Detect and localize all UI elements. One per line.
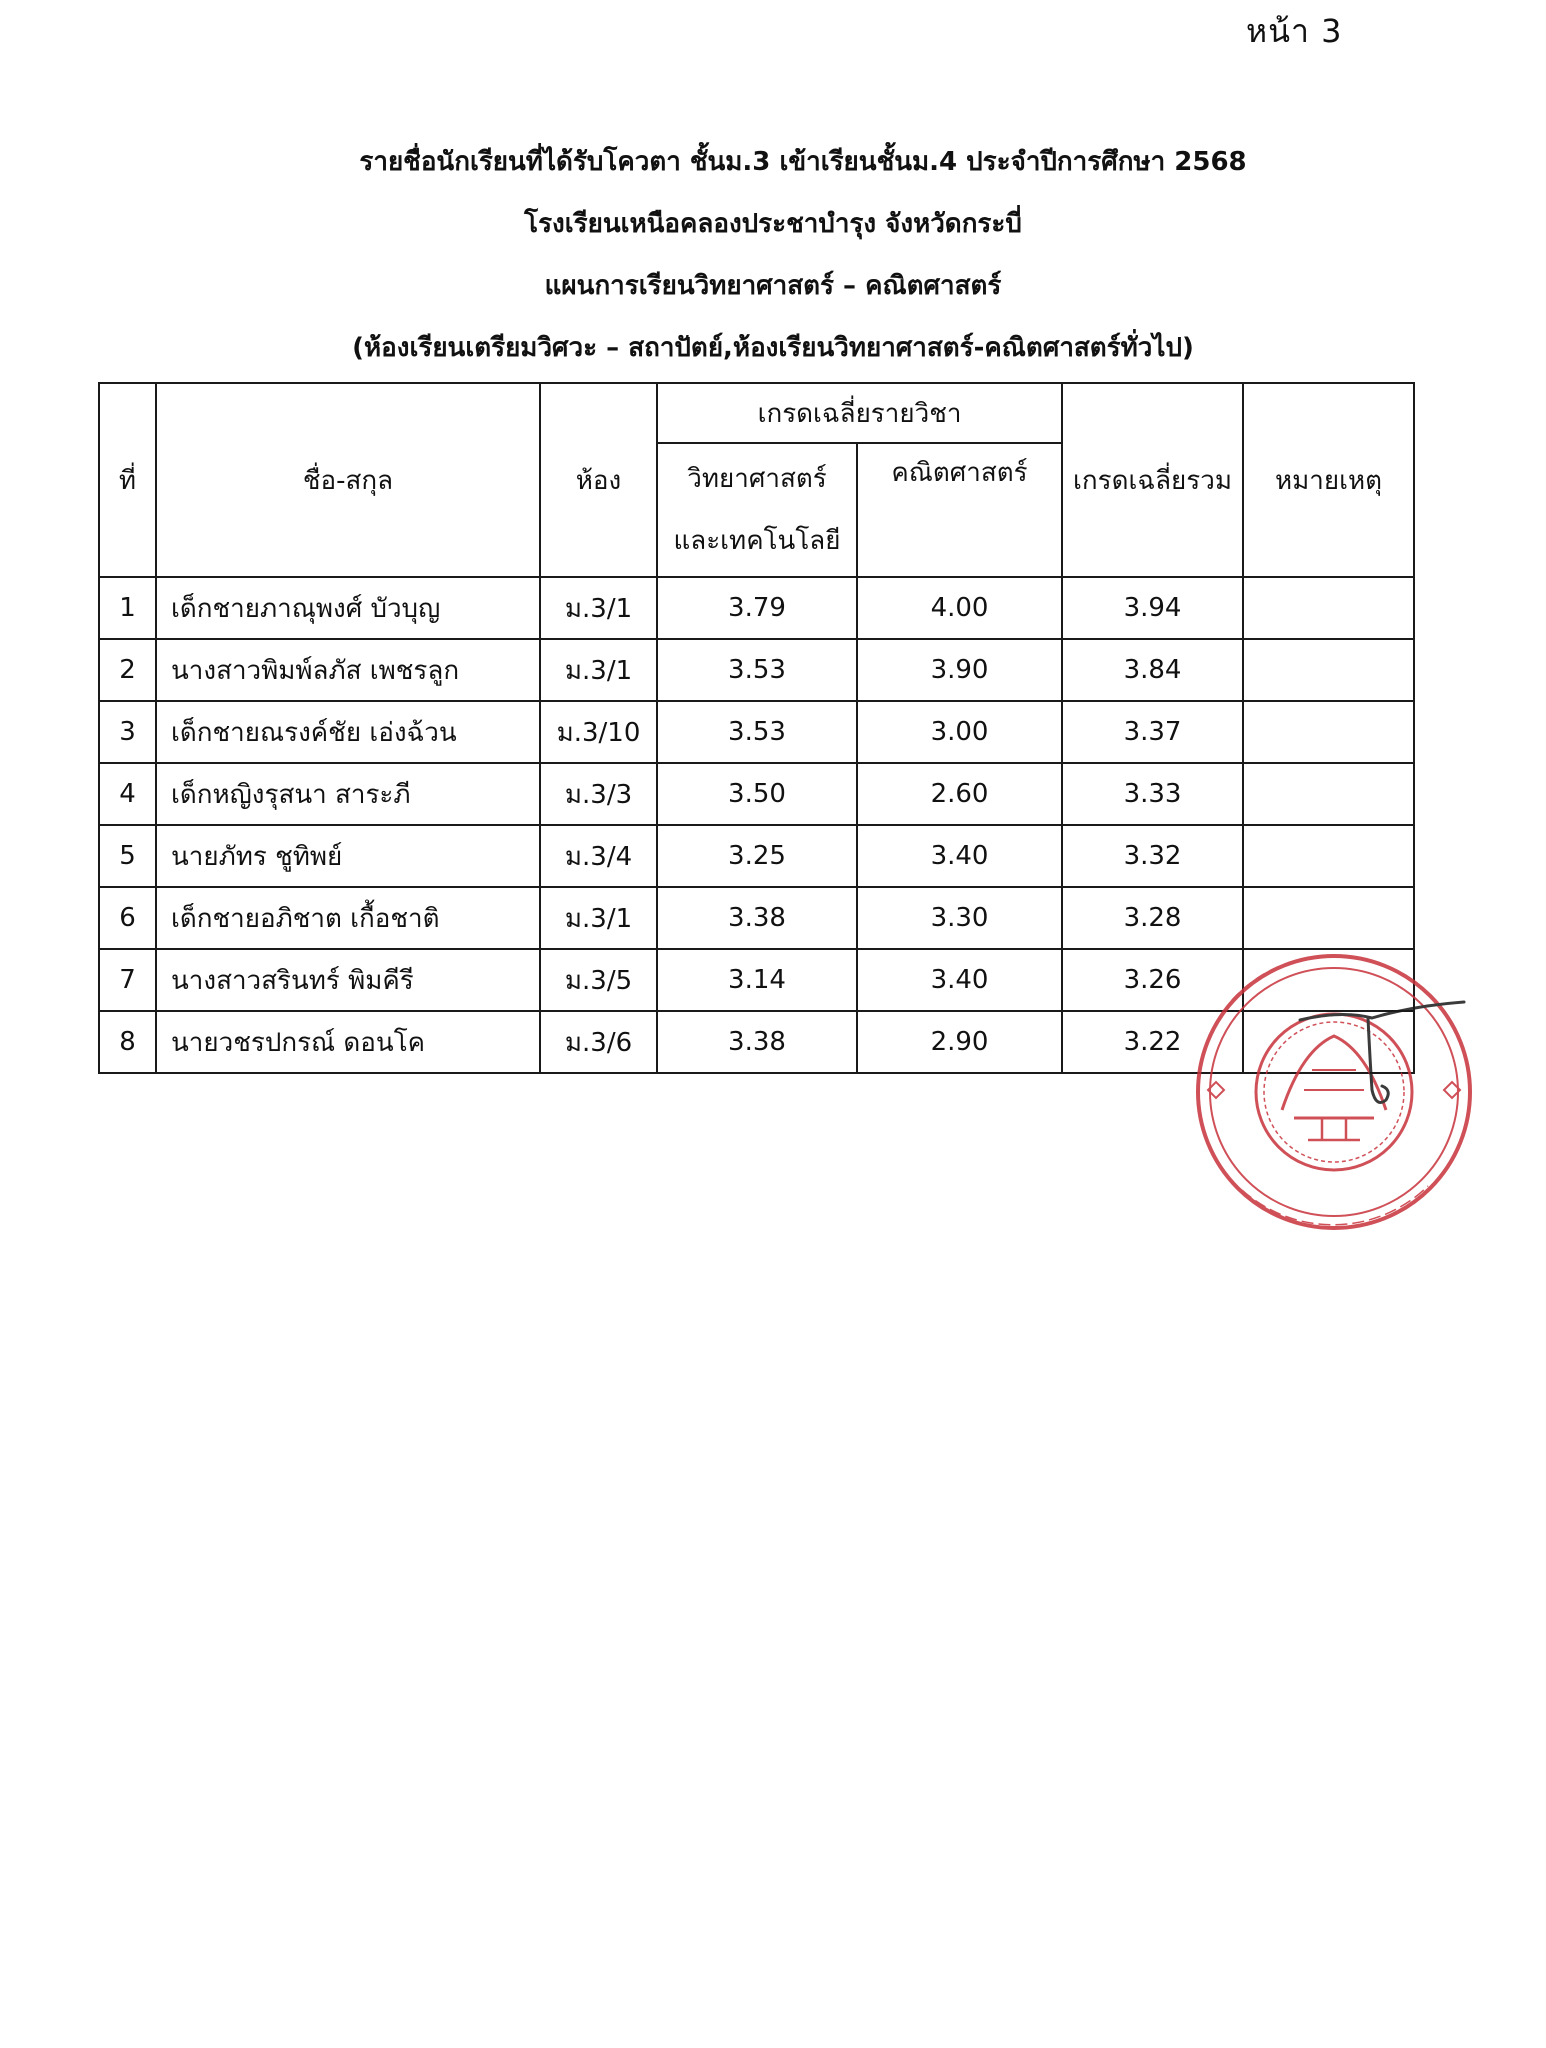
cell-overall: 3.26 (1062, 949, 1243, 1011)
cell-no: 2 (99, 639, 156, 701)
table-row (99, 701, 1414, 763)
cell-name: เด็กหญิงรุสนา สาระภี (156, 763, 540, 825)
cell-math: 2.90 (857, 1011, 1062, 1073)
page-number: หน้า 3 (1246, 12, 1343, 50)
cell-remark (1243, 577, 1414, 639)
header-room: ห้อง (540, 383, 657, 577)
table-row (99, 763, 1414, 825)
table-row (99, 577, 1414, 639)
cell-room: ม.3/1 (540, 887, 657, 949)
cell-room: ม.3/10 (540, 701, 657, 763)
document-headings (0, 138, 1546, 386)
cell-science: 3.25 (657, 825, 857, 887)
cell-science: 3.53 (657, 639, 857, 701)
header-subject-average: เกรดเฉลี่ยรายวิชา (657, 383, 1062, 443)
cell-math: 3.00 (857, 701, 1062, 763)
header-no: ที่ (99, 383, 156, 577)
quota-students-table (98, 382, 1415, 1074)
cell-science: 3.38 (657, 1011, 857, 1073)
cell-science: 3.50 (657, 763, 857, 825)
cell-math: 3.90 (857, 639, 1062, 701)
cell-name: นางสาวพิมพ์ลภัส เพชรลูก (156, 639, 540, 701)
cell-math: 4.00 (857, 577, 1062, 639)
header-remark: หมายเหตุ (1243, 383, 1414, 577)
cell-name: นางสาวสรินทร์ พิมคีรี (156, 949, 540, 1011)
cell-remark (1243, 887, 1414, 949)
cell-no: 7 (99, 949, 156, 1011)
cell-room: ม.3/1 (540, 639, 657, 701)
header-science-line2: และเทคโนโลยี (673, 526, 841, 556)
cell-math: 3.40 (857, 949, 1062, 1011)
cell-science: 3.14 (657, 949, 857, 1011)
cell-remark (1243, 1011, 1414, 1073)
cell-remark (1243, 639, 1414, 701)
table-row (99, 825, 1414, 887)
cell-overall: 3.94 (1062, 577, 1243, 639)
cell-remark (1243, 949, 1414, 1011)
cell-name: เด็กชายณรงค์ชัย เอ่งฉ้วน (156, 701, 540, 763)
header-math: คณิตศาสตร์ (857, 443, 1062, 577)
cell-overall: 3.28 (1062, 887, 1243, 949)
cell-overall: 3.32 (1062, 825, 1243, 887)
header-science-line1: วิทยาศาสตร์ (687, 464, 827, 494)
cell-remark (1243, 763, 1414, 825)
cell-name: นายภัทร ชูทิพย์ (156, 825, 540, 887)
cell-room: ม.3/4 (540, 825, 657, 887)
cell-no: 4 (99, 763, 156, 825)
cell-math: 3.30 (857, 887, 1062, 949)
classroom-types: (ห้องเรียนเตรียมวิศวะ – สถาปัตย์,ห้องเรียนวิทยาศาสตร์-คณิตศาสตร์ทั่วไป) (352, 333, 1194, 363)
cell-no: 8 (99, 1011, 156, 1073)
cell-name: เด็กชายอภิชาต เกื้อชาติ (156, 887, 540, 949)
cell-remark (1243, 701, 1414, 763)
table-row (99, 949, 1414, 1011)
cell-science: 3.53 (657, 701, 857, 763)
cell-remark (1243, 825, 1414, 887)
cell-science: 3.38 (657, 887, 857, 949)
header-name: ชื่อ-สกุล (156, 383, 540, 577)
table-row (99, 887, 1414, 949)
study-plan: แผนการเรียนวิทยาศาสตร์ – คณิตศาสตร์ (544, 271, 1002, 301)
table-row (99, 639, 1414, 701)
school-name: โรงเรียนเหนือคลองประชาบำรุง จังหวัดกระบี่ (524, 209, 1022, 239)
cell-overall: 3.33 (1062, 763, 1243, 825)
document-title: รายชื่อนักเรียนที่ได้รับโควตา ชั้นม.3 เข้าเรียนชั้นม.4 ประจำปีการศึกษา 2568 (359, 147, 1247, 177)
cell-name: นายวชรปกรณ์ ดอนโค (156, 1011, 540, 1073)
header-science (657, 443, 857, 577)
header-overall-average: เกรดเฉลี่ยรวม (1062, 383, 1243, 577)
cell-no: 6 (99, 887, 156, 949)
cell-room: ม.3/6 (540, 1011, 657, 1073)
cell-science: 3.79 (657, 577, 857, 639)
cell-no: 3 (99, 701, 156, 763)
cell-math: 2.60 (857, 763, 1062, 825)
cell-overall: 3.22 (1062, 1011, 1243, 1073)
cell-no: 5 (99, 825, 156, 887)
cell-room: ม.3/5 (540, 949, 657, 1011)
cell-math: 3.40 (857, 825, 1062, 887)
cell-room: ม.3/1 (540, 577, 657, 639)
cell-room: ม.3/3 (540, 763, 657, 825)
table-row (99, 1011, 1414, 1073)
cell-name: เด็กชายภาณุพงศ์ บัวบุญ (156, 577, 540, 639)
cell-overall: 3.84 (1062, 639, 1243, 701)
cell-overall: 3.37 (1062, 701, 1243, 763)
cell-no: 1 (99, 577, 156, 639)
